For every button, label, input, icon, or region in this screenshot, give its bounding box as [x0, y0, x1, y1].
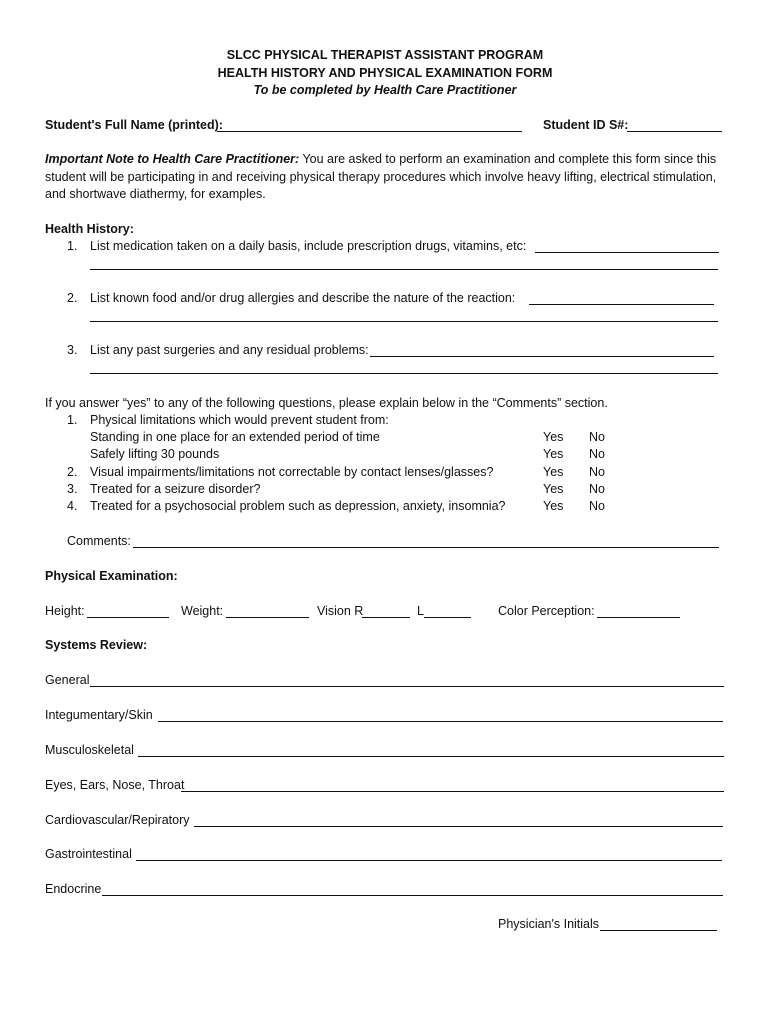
- q1-num: 1.: [67, 413, 78, 427]
- vision-r-field[interactable]: [362, 617, 410, 618]
- q1-sub2-text: Safely lifting 30 pounds: [90, 447, 220, 461]
- allergies-field-line2[interactable]: [90, 321, 718, 322]
- q1-sub1-no[interactable]: No: [589, 430, 605, 444]
- q2-num: 2.: [67, 465, 78, 479]
- student-id-field[interactable]: [627, 131, 722, 132]
- weight-field[interactable]: [226, 617, 309, 618]
- q1-sub2-yes[interactable]: Yes: [543, 447, 564, 461]
- surgeries-field-line2[interactable]: [90, 373, 718, 374]
- physician-initials-label: Physician's Initials: [498, 917, 600, 931]
- q3-num: 3.: [67, 482, 78, 496]
- q4-num: 4.: [67, 499, 78, 513]
- surgeries-field[interactable]: [370, 356, 714, 357]
- comments-field[interactable]: [133, 547, 719, 548]
- vision-l-field[interactable]: [424, 617, 471, 618]
- q1-sub2-no[interactable]: No: [589, 447, 605, 461]
- physical-exam-heading: Physical Examination:: [45, 569, 178, 583]
- form-title-line1: SLCC PHYSICAL THERAPIST ASSISTANT PROGRAM: [226, 48, 544, 62]
- height-field[interactable]: [87, 617, 169, 618]
- q1-text: Physical limitations which would prevent student from:: [90, 413, 389, 427]
- system-musculoskeletal-label: Musculoskeletal: [45, 743, 134, 757]
- system-musculoskeletal-field[interactable]: [138, 756, 724, 757]
- hh-item-1-text: List medication taken on a daily basis, include prescription drugs, vitamins, etc:: [90, 239, 527, 253]
- system-cardio-field[interactable]: [194, 826, 723, 827]
- color-perception-field[interactable]: [597, 617, 680, 618]
- system-eent-field[interactable]: [181, 791, 724, 792]
- important-note: [45, 151, 725, 204]
- medication-field[interactable]: [535, 252, 719, 253]
- form-subtitle: To be completed by Health Care Practitioner: [253, 83, 517, 97]
- student-name-field[interactable]: [217, 131, 522, 132]
- hh-item-3-num: 3.: [67, 343, 78, 357]
- hh-item-3-text: List any past surgeries and any residual problems:: [90, 343, 369, 357]
- q4-no[interactable]: No: [589, 499, 605, 513]
- q2-text: Visual impairments/limitations not correctable by contact lenses/glasses?: [90, 465, 494, 479]
- systems-review-heading: Systems Review:: [45, 638, 148, 652]
- medication-field-line2[interactable]: [90, 269, 718, 270]
- student-name-label: Student's Full Name (printed):: [45, 118, 223, 132]
- physician-initials-field[interactable]: [600, 930, 717, 931]
- vision-l-label: L: [417, 604, 424, 618]
- comments-label: Comments:: [67, 534, 131, 548]
- weight-label: Weight:: [181, 604, 224, 618]
- q3-text: Treated for a seizure disorder?: [90, 482, 261, 496]
- system-endocrine-label: Endocrine: [45, 882, 102, 896]
- hh-item-2-num: 2.: [67, 291, 78, 305]
- system-skin-field[interactable]: [158, 721, 723, 722]
- height-label: Height:: [45, 604, 85, 618]
- q3-yes[interactable]: Yes: [543, 482, 564, 496]
- system-eent-label: Eyes, Ears, Nose, Throat: [45, 778, 185, 792]
- important-note-label: Important Note to Health Care Practitioner:: [45, 152, 300, 166]
- hh-item-2-text: List known food and/or drug allergies and describe the nature of the reaction:: [90, 291, 516, 305]
- q2-yes[interactable]: Yes: [543, 465, 564, 479]
- q4-text: Treated for a psychosocial problem such as depression, anxiety, insomnia?: [90, 499, 506, 513]
- q3-no[interactable]: No: [589, 482, 605, 496]
- system-general-label: General: [45, 673, 90, 687]
- form-title-line2: HEALTH HISTORY AND PHYSICAL EXAMINATION FORM: [217, 66, 553, 80]
- system-gi-field[interactable]: [136, 860, 722, 861]
- questions-intro: If you answer “yes” to any of the following questions, please explain below in the “Comments” section.: [45, 396, 608, 410]
- system-cardio-label: Cardiovascular/Repiratory: [45, 813, 190, 827]
- system-gi-label: Gastrointestinal: [45, 847, 132, 861]
- vision-r-label: Vision R: [317, 604, 364, 618]
- q4-yes[interactable]: Yes: [543, 499, 564, 513]
- system-endocrine-field[interactable]: [102, 895, 723, 896]
- student-id-label: Student ID S#:: [543, 118, 629, 132]
- important-note-text: You are asked to perform an examination and complete this form since this student will be participating in and receiving physical therapy procedures which involve heavy lifting, electrical stimulation, and shortwave diathermy, for examples.: [45, 152, 717, 201]
- allergies-field[interactable]: [529, 304, 714, 305]
- system-general-field[interactable]: [90, 686, 724, 687]
- q2-no[interactable]: No: [589, 465, 605, 479]
- system-skin-label: Integumentary/Skin: [45, 708, 153, 722]
- q1-sub1-text: Standing in one place for an extended period of time: [90, 430, 380, 444]
- health-history-heading: Health History:: [45, 222, 134, 236]
- q1-sub1-yes[interactable]: Yes: [543, 430, 564, 444]
- hh-item-1-num: 1.: [67, 239, 78, 253]
- color-perception-label: Color Perception:: [498, 604, 595, 618]
